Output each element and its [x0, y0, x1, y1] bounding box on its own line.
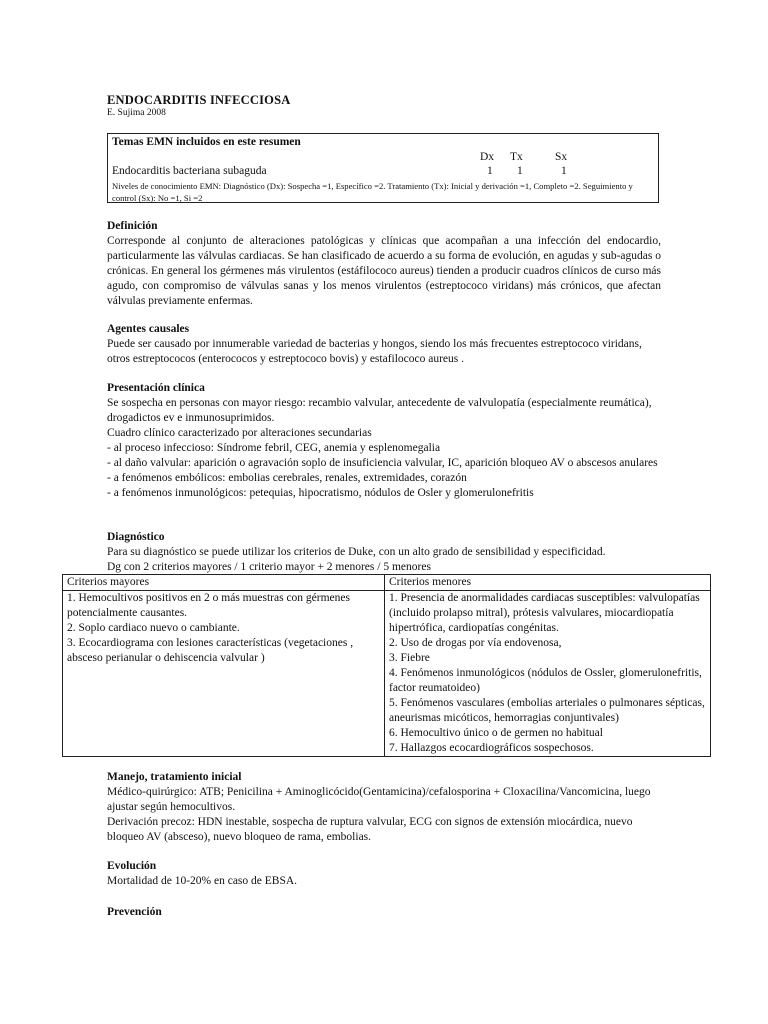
emn-levels-note: Niveles de conocimiento EMN: Diagnóstico (Dx): Sospecha =1, Específico =2. Tratamiento (Tx): Inicial y derivación =1, Completo =2. Seguimiento y control (Sx): No =1, Si =2 [112, 181, 633, 203]
section-presentacion [107, 381, 661, 501]
diagnostico-rule: Dg con 2 criterios mayores / 1 criterio mayor + 2 menores / 5 menores [107, 561, 431, 573]
emn-heading: Temas EMN incluidos en este resumen [112, 136, 301, 148]
emn-val-tx: 1 [517, 165, 523, 177]
section-diagnostico [107, 530, 661, 575]
major-criterion: 3. Ecocardiograma con lesiones características (vegetaciones , absceso perianular o dehiscencia valvular ) [67, 637, 354, 664]
emn-val-dx: 1 [487, 165, 493, 177]
section-line: - a fenómenos embólicos: embolias cerebrales, renales, extremidades, corazón [107, 472, 467, 484]
minor-criterion: 6. Hemocultivo único o de germen no habitual [389, 727, 603, 739]
emn-col-sx: Sx [555, 151, 568, 163]
emn-col-dx: Dx [480, 151, 495, 163]
section-line: Se sospecha en personas con mayor riesgo: recambio valvular, antecedente de valvulopatía (especialmente reumática), drogadictos ev e inmunosuprimidos. [107, 397, 652, 424]
section-text: Puede ser causado por innumerable variedad de bacterias y hongos, siendo los más frecuentes estreptococo viridans, otros estreptococos (enterococos y estreptococo bovis) y estafilococo aureus . [107, 338, 642, 365]
duke-criteria-table [62, 574, 711, 757]
section-evolucion [107, 859, 661, 889]
emn-topics-box [107, 133, 659, 203]
section-line: - al daño valvular: aparición o agravación soplo de insuficiencia valvular, IC, aparición bloqueo AV o abscesos anulares [107, 457, 658, 469]
minor-criterion: 7. Hallazgos ecocardiográficos sospechosos. [389, 742, 594, 754]
minor-criterion: 2. Uso de drogas por vía endovenosa, [389, 637, 562, 649]
emn-topic: Endocarditis bacteriana subaguda [112, 165, 267, 177]
major-criteria-header: Criterios mayores [63, 575, 385, 591]
minor-criteria-header: Criterios menores [385, 575, 711, 591]
minor-criterion: 3. Fiebre [389, 652, 430, 664]
section-agentes [107, 322, 661, 367]
section-line: Derivación precoz: HDN inestable, sospecha de ruptura valvular, ECG con signos de extensión miocárdica, nuevo bloqueo AV (absceso), nuevo bloqueo de rama, embolias. [107, 816, 633, 843]
section-heading: Diagnóstico [107, 531, 165, 543]
minor-criterion: 5. Fenómenos vasculares (embolias arteriales o pulmonares sépticas, aneurismas micóticos, hemorragias conjuntivales) [389, 697, 705, 724]
emn-val-sx: 1 [561, 165, 567, 177]
minor-criterion: 4. Fenómenos inmunológicos (nódulos de Ossler, glomerulonefritis, factor reumatoideo) [389, 667, 702, 694]
diagnostico-intro: Para su diagnóstico se puede utilizar los criterios de Duke, con un alto grado de sensibilidad y especificidad. [107, 546, 606, 558]
section-line: - a fenómenos inmunológicos: petequias, hipocratismo, nódulos de Osler y glomerulonefritis [107, 487, 534, 499]
section-text: Mortalidad de 10-20% en caso de EBSA. [107, 875, 298, 887]
section-heading: Agentes causales [107, 323, 190, 335]
section-heading: Evolución [107, 860, 157, 872]
section-line: Cuadro clínico caracterizado por alteraciones secundarias [107, 427, 372, 439]
minor-criteria-cell [385, 591, 711, 757]
major-criteria-cell [63, 591, 385, 757]
major-criterion: 2. Soplo cardiaco nuevo o cambiante. [67, 622, 240, 634]
section-line: Médico-quirúrgico: ATB; Penicilina + Aminoglicócido(Gentamicina)/cefalosporina + Cloxacilina/Vancomicina, luego ajustar según hemocultivos. [107, 786, 651, 813]
section-heading: Manejo, tratamiento inicial [107, 771, 242, 783]
section-definicion [107, 219, 661, 309]
section-manejo [107, 770, 661, 845]
major-criterion: 1. Hemocultivos positivos en 2 o más muestras con gérmenes potencialmente causantes. [67, 592, 350, 619]
document-author: E. Sujima 2008 [107, 108, 166, 118]
section-prevencion [107, 905, 661, 920]
section-line: - al proceso infeccioso: Síndrome febril, CEG, anemia y esplenomegalia [107, 442, 441, 454]
minor-criterion: 1. Presencia de anormalidades cardiacas susceptibles: valvulopatías (incluido prolapso mitral), prótesis valvulares, miocardiopatía hipertrófica, cardiopatías congénitas. [389, 592, 700, 634]
section-heading: Prevención [107, 906, 162, 918]
document-title: ENDOCARDITIS INFECCIOSA [107, 93, 291, 107]
section-heading: Presentación clínica [107, 382, 205, 394]
section-text: Corresponde al conjunto de alteraciones patológicas y clínicas que acompañan a una infección del endocardio, particularmente las válvulas cardiacas. Se han clasificado de acuerdo a su forma de evolución, en agudas y sub-agudas o crónicas. En general los gérmenes más virulentos (estáfilococo aureus) tienden a producir cuadros clínicos de curso más agudo, con compromiso de válvulas sanas y los menos virulentos (estreptococo viridans) más crónicos, que afectan válvulas previamente enfermas. [107, 235, 661, 307]
section-heading: Definición [107, 220, 158, 232]
emn-col-tx: Tx [510, 151, 523, 163]
